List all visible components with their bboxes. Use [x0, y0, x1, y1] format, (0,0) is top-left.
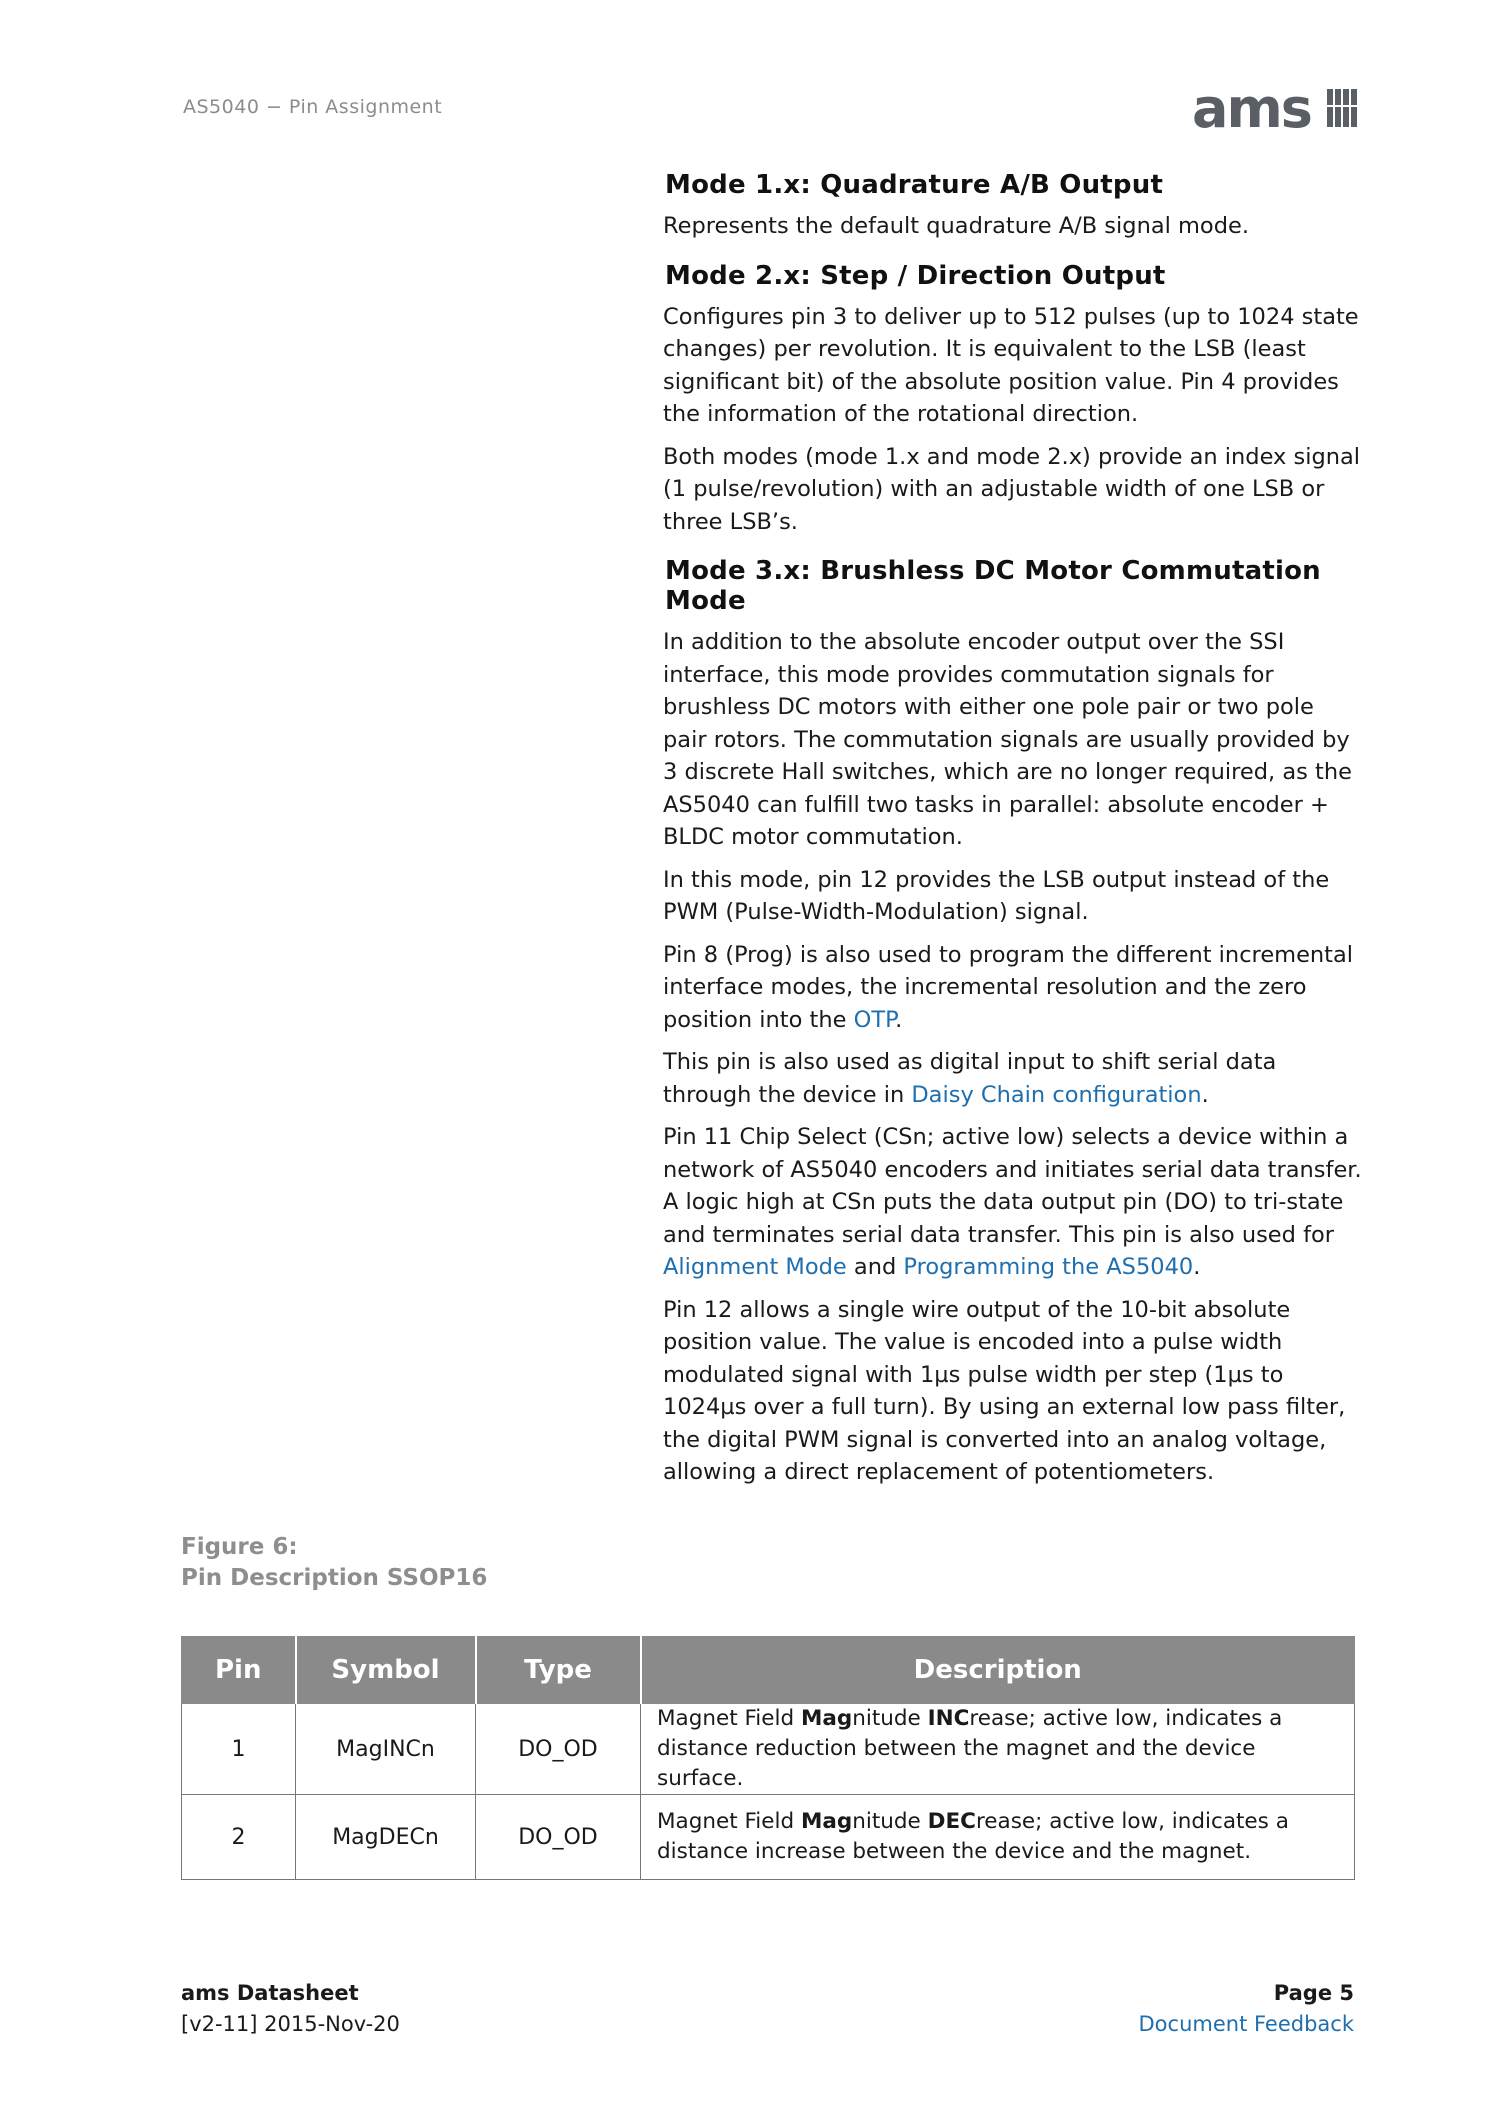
description-text: nitude	[852, 1809, 928, 1834]
pin-cell: 2	[182, 1795, 296, 1880]
section	[663, 261, 1363, 539]
paragraph	[663, 939, 1363, 1037]
paragraph-text: Pin 12 allows a single wire output of the 10-bit absolute position value. The value is encoded into a pulse width modulated signal with 1µs pulse width per step (1µs to 1024µs over a full turn). By using an external low pass filter, the digital PWM signal is converted into an analog voltage, allowing a direct replacement of potentiometers.	[663, 1296, 1346, 1485]
description-cell	[641, 1795, 1355, 1880]
figure-title: Pin Description SSOP16	[181, 1565, 488, 1591]
cross-reference-link[interactable]: Alignment Mode	[663, 1254, 847, 1280]
symbol-cell: MagDECn	[296, 1795, 476, 1880]
table-row	[182, 1795, 1355, 1880]
type-cell: DO_OD	[476, 1795, 641, 1880]
cross-reference-link[interactable]: Daisy Chain configuration	[911, 1081, 1202, 1108]
paragraph	[663, 210, 1363, 243]
header-type: Type	[476, 1637, 641, 1704]
cross-reference-link[interactable]: OTP	[853, 1006, 896, 1033]
paragraph	[663, 441, 1363, 539]
paragraph	[663, 864, 1363, 929]
description-text: rease; active low, indicates a distance increase between the device and the magnet.	[657, 1809, 1289, 1864]
header-symbol: Symbol	[296, 1637, 476, 1704]
ams-logo	[1192, 85, 1364, 133]
logo-text: ams	[1192, 85, 1311, 133]
description-emphasis: Mag	[800, 1706, 853, 1731]
paragraph-text: .	[1201, 1081, 1209, 1108]
document-header-title: AS5040 − Pin Assignment	[183, 96, 443, 118]
header-description: Description	[641, 1637, 1355, 1704]
page-number: Page 5	[1273, 1981, 1354, 2005]
description-emphasis: INC	[927, 1706, 970, 1731]
description-text: rease; active low, indicates a distance reduction between the magnet and the device surface.	[657, 1706, 1283, 1791]
paragraph	[663, 1121, 1363, 1284]
paragraph-text: .	[1193, 1254, 1201, 1280]
paragraph-text: Represents the default quadrature A/B signal mode.	[663, 213, 1249, 239]
table-header-row	[182, 1637, 1355, 1704]
section	[663, 170, 1363, 243]
paragraph-text: In this mode, pin 12 provides the LSB output instead of the PWM (Pulse-Width-Modulation) signal.	[663, 866, 1330, 925]
description-emphasis: DEC	[927, 1809, 976, 1834]
description-cell	[641, 1704, 1355, 1795]
paragraph-text: .	[895, 1006, 903, 1033]
cross-reference-link[interactable]: Programming the AS5040	[903, 1254, 1194, 1280]
footer-doc-type: ams Datasheet	[181, 1981, 359, 2005]
paragraph	[663, 626, 1363, 854]
figure-label: Figure 6:	[181, 1534, 298, 1560]
paragraph	[663, 301, 1363, 431]
paragraph-text: and	[846, 1254, 904, 1280]
description-text: Magnet Field	[657, 1706, 801, 1731]
section	[663, 556, 1363, 1489]
footer-right	[1139, 1978, 1354, 2040]
paragraph	[663, 1294, 1363, 1489]
ams-logo-icon	[1192, 85, 1364, 133]
pin-cell: 1	[182, 1704, 296, 1795]
symbol-cell: MagINCn	[296, 1704, 476, 1795]
paragraph-text: Pin 8 (Prog) is also used to program the different incremental interface modes, the incremental resolution and the zero position into the	[663, 941, 1354, 1033]
table-row	[182, 1704, 1355, 1795]
pin-description-table	[181, 1636, 1355, 1880]
paragraph	[663, 1046, 1363, 1111]
paragraph-text: Configures pin 3 to deliver up to 512 pulses (up to 1024 state changes) per revolution. It is equivalent to the LSB (least significant bit) of the absolute position value. Pin 4 provides the information of the rotational direction.	[663, 303, 1359, 427]
paragraph-text: Pin 11 Chip Select (CSn; active low) selects a device within a network of AS5040 encoders and initiates serial data transfer. A logic high at CSn puts the data output pin (DO) to tri-state and terminates serial data transfer. This pin is also used for	[663, 1124, 1362, 1248]
description-emphasis: Mag	[800, 1809, 853, 1834]
paragraph-text: In addition to the absolute encoder output over the SSI interface, this mode provides commutation signals for brushless DC motors with either one pole pair or two pole pair rotors. The commutation signals are usually provided by 3 discrete Hall switches, which are no longer required, as the AS5040 can fulfill two tasks in parallel: absolute encoder + BLDC motor commutation.	[663, 629, 1352, 850]
paragraph-text: Both modes (mode 1.x and mode 2.x) provide an index signal (1 pulse/revolution) with an adjustable width of one LSB or three LSB’s.	[663, 443, 1361, 535]
description-text: nitude	[852, 1706, 928, 1731]
document-feedback-link[interactable]: Document Feedback	[1138, 2012, 1354, 2036]
section-heading: Mode 1.x: Quadrature A/B Output	[665, 170, 1164, 200]
footer-version: [v2-11] 2015-Nov-20	[181, 2012, 400, 2036]
section-heading: Mode 3.x: Brushless DC Motor Commutation Mode	[665, 556, 1321, 616]
paragraph-text: This pin is also used as digital input to shift serial data through the device in	[663, 1049, 1277, 1108]
footer-left	[181, 1978, 400, 2040]
type-cell: DO_OD	[476, 1704, 641, 1795]
description-text: Magnet Field	[657, 1809, 801, 1834]
header-pin: Pin	[182, 1637, 296, 1704]
figure-caption	[181, 1532, 487, 1594]
section-heading: Mode 2.x: Step / Direction Output	[665, 260, 1166, 291]
main-text-column	[663, 170, 1363, 1507]
